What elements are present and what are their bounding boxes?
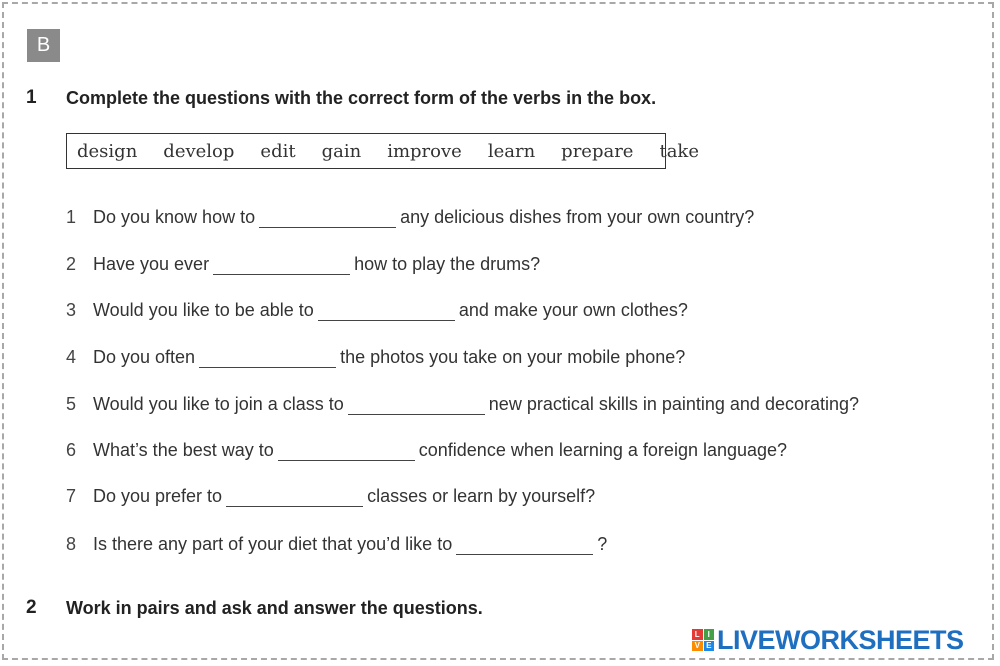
- section-badge: B: [27, 29, 60, 62]
- logo-mark-icon: [692, 629, 714, 651]
- question-text-after: how to play the drums?: [354, 253, 541, 274]
- question-number: 7: [66, 485, 77, 506]
- question-text-after: any delicious dishes from your own country?: [400, 206, 755, 227]
- logo-text: LIVEWORKSHEETS: [717, 624, 964, 655]
- answer-blank-7[interactable]: [226, 486, 363, 507]
- answer-blank-1[interactable]: [259, 207, 396, 228]
- question-number: 8: [66, 533, 77, 554]
- exercise-2-number: 2: [26, 597, 37, 618]
- answer-blank-8[interactable]: [456, 534, 593, 555]
- logo-tile: I: [704, 629, 715, 640]
- question-text-before: What’s the best way to: [93, 439, 274, 460]
- liveworksheets-logo: [692, 625, 964, 655]
- verb-word: design: [77, 140, 138, 162]
- question-text-after: classes or learn by yourself?: [367, 485, 596, 506]
- question-text-after: confidence when learning a foreign language?: [418, 439, 788, 460]
- question-text-before: Would you like to be able to: [93, 299, 314, 320]
- question-text-before: Do you prefer to: [93, 485, 223, 506]
- exercise-1-number: 1: [26, 87, 37, 108]
- question-text-after: ?: [597, 533, 608, 554]
- verb-word: take: [659, 140, 699, 162]
- verb-word: gain: [321, 140, 362, 162]
- answer-blank-3[interactable]: [318, 300, 455, 321]
- answer-blank-4[interactable]: [199, 347, 336, 368]
- verb-word: edit: [260, 140, 296, 162]
- question-row: [66, 250, 540, 278]
- question-text-before: Is there any part of your diet that you’d like to: [93, 533, 453, 554]
- question-text-after: new practical skills in painting and decorating?: [488, 393, 860, 414]
- question-text-after: and make your own clothes?: [458, 299, 688, 320]
- question-row: [66, 203, 754, 231]
- question-number: 6: [66, 439, 77, 460]
- question-number: 3: [66, 299, 77, 320]
- verb-word: develop: [163, 140, 235, 162]
- logo-tile: L: [692, 629, 703, 640]
- exercise-1-instructions: Complete the questions with the correct form of the verbs in the box.: [66, 88, 657, 108]
- verb-box: [66, 133, 699, 169]
- question-text-after: the photos you take on your mobile phone?: [340, 346, 686, 367]
- exercise-2-instructions: Work in pairs and ask and answer the questions.: [66, 598, 483, 618]
- question-row: [66, 343, 685, 371]
- question-text-before: Would you like to join a class to: [93, 393, 344, 414]
- question-row: [66, 436, 787, 464]
- verb-word: learn: [487, 140, 536, 162]
- answer-blank-6[interactable]: [278, 440, 415, 461]
- question-number: 1: [66, 206, 77, 227]
- answer-blank-2[interactable]: [213, 254, 350, 275]
- question-number: 5: [66, 393, 77, 414]
- answer-blank-5[interactable]: [348, 394, 485, 415]
- question-row: [66, 390, 859, 418]
- question-text-before: Do you often: [93, 346, 196, 367]
- question-number: 4: [66, 346, 77, 367]
- question-row: [66, 482, 595, 510]
- question-number: 2: [66, 253, 77, 274]
- verb-word: prepare: [561, 140, 634, 162]
- logo-tile: V: [692, 641, 703, 652]
- question-row: [66, 530, 607, 558]
- question-row: [66, 296, 688, 324]
- logo-tile: E: [704, 641, 715, 652]
- verb-word: improve: [387, 140, 462, 162]
- question-text-before: Do you know how to: [93, 206, 256, 227]
- question-text-before: Have you ever: [93, 253, 210, 274]
